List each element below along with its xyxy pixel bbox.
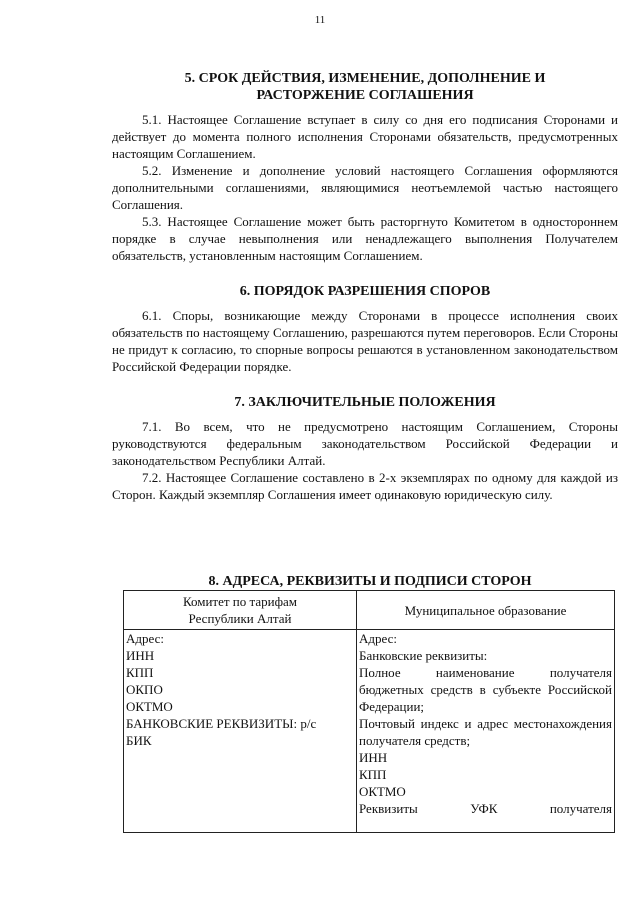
document-body [112,70,618,503]
committee-bik-label: БИК [126,733,152,748]
municipality-requisites-cell [357,630,615,833]
municipality-bank-requisites-label: Банковские реквизиты: [359,648,488,663]
municipality-ufk-label: Реквизиты УФК получателя [359,801,612,816]
requisites-body-row [124,630,615,833]
municipality-postal-address-label: Почтовый индекс и адрес местонахождения получателя средств; [359,716,612,748]
municipality-kpp-label: КПП [359,767,387,782]
committee-kpp-label: КПП [126,665,154,680]
section-7-title: 7. ЗАКЛЮЧИТЕЛЬНЫЕ ПОЛОЖЕНИЯ [234,395,496,410]
page-number: 11 [314,14,326,26]
committee-header-cell [124,591,357,630]
section-5-title-line-2: РАСТОРЖЕНИЕ СОГЛАШЕНИЯ [256,88,474,103]
committee-address-label: Адрес: [126,631,164,646]
municipality-inn-label: ИНН [359,750,388,765]
clause-7-1: 7.1. Во всем, что не предусмотрено настоящим Соглашением, Стороны руководствуются федеральным законодательством Российской Федерации и законодательством Республики Алтай. [112,419,618,468]
committee-oktmo-label: ОКТМО [126,699,173,714]
municipality-header-cell [357,591,615,630]
clause-7-2: 7.2. Настоящее Соглашение составлено в 2-х экземплярах по одному для каждой из Сторон. Каждый экземпляр Соглашения имеет одинаковую юридическую силу. [112,470,618,502]
section-8-title: 8. АДРЕСА, РЕКВИЗИТЫ И ПОДПИСИ СТОРОН [208,574,532,589]
requisites-table [123,590,615,833]
committee-requisites-cell [124,630,357,833]
committee-okpo-label: ОКПО [126,682,163,697]
committee-header-line-2: Республики Алтай [188,611,292,626]
committee-header-line-1: Комитет по тарифам [182,594,298,609]
municipality-header: Муниципальное образование [404,602,567,618]
municipality-recipient-name-label: Полное наименование получателя бюджетных средств в субъекте Российской Федерации; [359,665,612,714]
committee-bank-requisites-label: БАНКОВСКИЕ РЕКВИЗИТЫ: р/с [126,716,317,731]
clause-5-2: 5.2. Изменение и дополнение условий настоящего Соглашения оформляются дополнительными соглашениями, являющимися неотъемлемой частью настоящего Соглашения. [112,163,618,212]
section-6-title: 6. ПОРЯДОК РАЗРЕШЕНИЯ СПОРОВ [239,284,491,299]
municipality-oktmo-label: ОКТМО [359,784,406,799]
clause-6-1: 6.1. Споры, возникающие между Сторонами в процессе исполнения своих обязательств по настоящему Соглашению, разрешаются путем переговоров. Если Стороны не придут к согласию, то спорные вопросы решаются в установленном законодательством Российской Федерации порядке. [112,308,618,374]
clause-5-3: 5.3. Настоящее Соглашение может быть расторгнуто Комитетом в одностороннем порядке в случае невыполнения или ненадлежащего выполнения Получателем обязательств, установленным настоящим Соглашением. [112,214,618,263]
clause-5-1: 5.1. Настоящее Соглашение вступает в силу со дня его подписания Сторонами и действует до момента полного исполнения Сторонами обязательств, предусмотренных настоящим Соглашением. [112,112,618,161]
requisites-header-row [124,591,615,630]
municipality-address-label: Адрес: [359,631,397,646]
committee-inn-label: ИНН [126,648,155,663]
section-5-title-line-1: 5. СРОК ДЕЙСТВИЯ, ИЗМЕНЕНИЕ, ДОПОЛНЕНИЕ И [184,71,546,86]
